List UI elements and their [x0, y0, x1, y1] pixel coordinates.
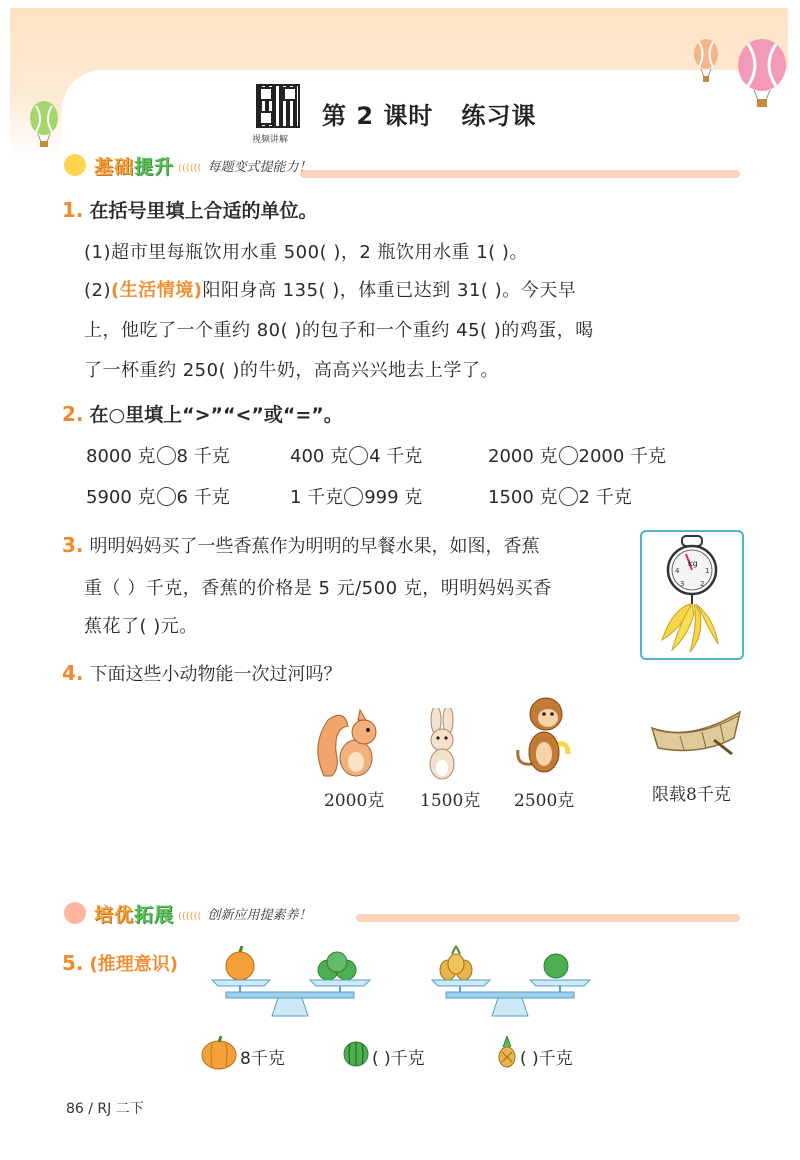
pumpkin-icon	[200, 1036, 238, 1070]
qr-code-icon[interactable]	[256, 84, 300, 128]
answer-circle[interactable]	[349, 446, 368, 465]
banana-scale-figure	[640, 530, 744, 660]
q1-line-4: 了一杯重约 250( )的牛奶，高高兴兴地去上学了。	[84, 360, 499, 381]
section-subtitle: 每题变式提能力！	[207, 159, 312, 175]
page-footer: 86 / RJ 二下	[66, 1101, 144, 1117]
rocket-icon	[64, 902, 86, 924]
boat-icon	[650, 708, 744, 760]
pineapple-weight[interactable]: ( )千克	[520, 1049, 573, 1069]
balloon-pink-icon	[734, 38, 790, 110]
rabbit-icon	[420, 708, 464, 782]
svg-text:1: 1	[705, 567, 710, 575]
balance-scale-1	[206, 946, 376, 1022]
q3-line-3: 蕉花了( )元。	[84, 616, 198, 637]
svg-text:4: 4	[675, 567, 680, 575]
answer-circle[interactable]	[559, 487, 578, 506]
balance-scale-2	[426, 946, 596, 1022]
answer-circle[interactable]	[344, 487, 363, 506]
compare-item: 1 千克 999 克	[290, 487, 423, 508]
svg-text:kg: kg	[688, 559, 698, 568]
monkey-weight: 2500克	[514, 791, 575, 811]
monkey-icon	[514, 694, 578, 782]
question-4: 4. 下面这些小动物能一次过河吗？	[62, 661, 342, 685]
answer-circle[interactable]	[559, 446, 578, 465]
balloon-green-icon	[26, 100, 62, 148]
section-divider	[356, 914, 740, 922]
page-title	[322, 96, 564, 131]
q1-line-3: 上，他吃了一个重约 80( )的包子和一个重约 45( )的鸡蛋，喝	[84, 320, 594, 341]
compare-item: 8000 克 8 千克	[86, 446, 230, 467]
qr-label: 视频讲解	[252, 135, 289, 145]
reasoning-tag: (推理意识)	[89, 954, 178, 975]
balloon-orange-icon	[690, 38, 722, 84]
q1-line-1: (1)超市里每瓶饮用水重 500( )，2 瓶饮用水重 1( )。	[84, 242, 528, 263]
question-3: 3. 明明妈妈买了一些香蕉作为明明的早餐水果，如图，香蕉	[62, 533, 540, 557]
section-divider	[300, 170, 740, 178]
question-5: 5. (推理意识)	[62, 951, 178, 975]
section-header-basic: 基础提升 (((((( 每题变式提能力！	[64, 150, 311, 180]
rabbit-weight: 1500克	[420, 791, 481, 811]
svg-text:3: 3	[680, 580, 685, 588]
q1-line-2: (2)(生活情境)阳阳身高 135( )，体重已达到 31( )。今天早	[84, 280, 577, 301]
compare-item: 5900 克 6 千克	[86, 487, 230, 508]
answer-circle[interactable]	[157, 446, 176, 465]
answer-circle[interactable]	[157, 487, 176, 506]
pumpkin-weight: 8千克	[240, 1049, 285, 1069]
scale-icon	[642, 532, 742, 658]
lightbulb-icon	[64, 154, 86, 176]
compare-item: 400 克 4 千克	[290, 446, 423, 467]
question-2: 2. 在○里填上“>”“<”或“=”。	[62, 402, 343, 426]
section-header-advanced: 培优拓展 (((((( 创新应用提素养！	[64, 898, 311, 928]
lesson-number: 第 2 课时	[322, 102, 434, 130]
lesson-type: 练习课	[461, 102, 537, 130]
watermelon-weight[interactable]: ( )千克	[372, 1049, 425, 1069]
svg-text:2: 2	[700, 580, 705, 588]
question-1: 1. 在括号里填上合适的单位。	[62, 198, 318, 222]
watermelon-icon	[342, 1040, 370, 1068]
compare-item: 1500 克 2 千克	[488, 487, 632, 508]
boat-limit: 限载8千克	[652, 785, 731, 805]
squirrel-icon	[314, 706, 384, 782]
context-tag: (生活情境)	[111, 280, 203, 301]
section-subtitle: 创新应用提素养！	[207, 907, 312, 923]
q3-line-2: 重（ ）千克，香蕉的价格是 5 元/500 克，明明妈妈买香	[84, 578, 552, 599]
compare-item: 2000 克 2000 千克	[488, 446, 667, 467]
pineapple-icon	[496, 1036, 518, 1068]
squirrel-weight: 2000克	[324, 791, 385, 811]
